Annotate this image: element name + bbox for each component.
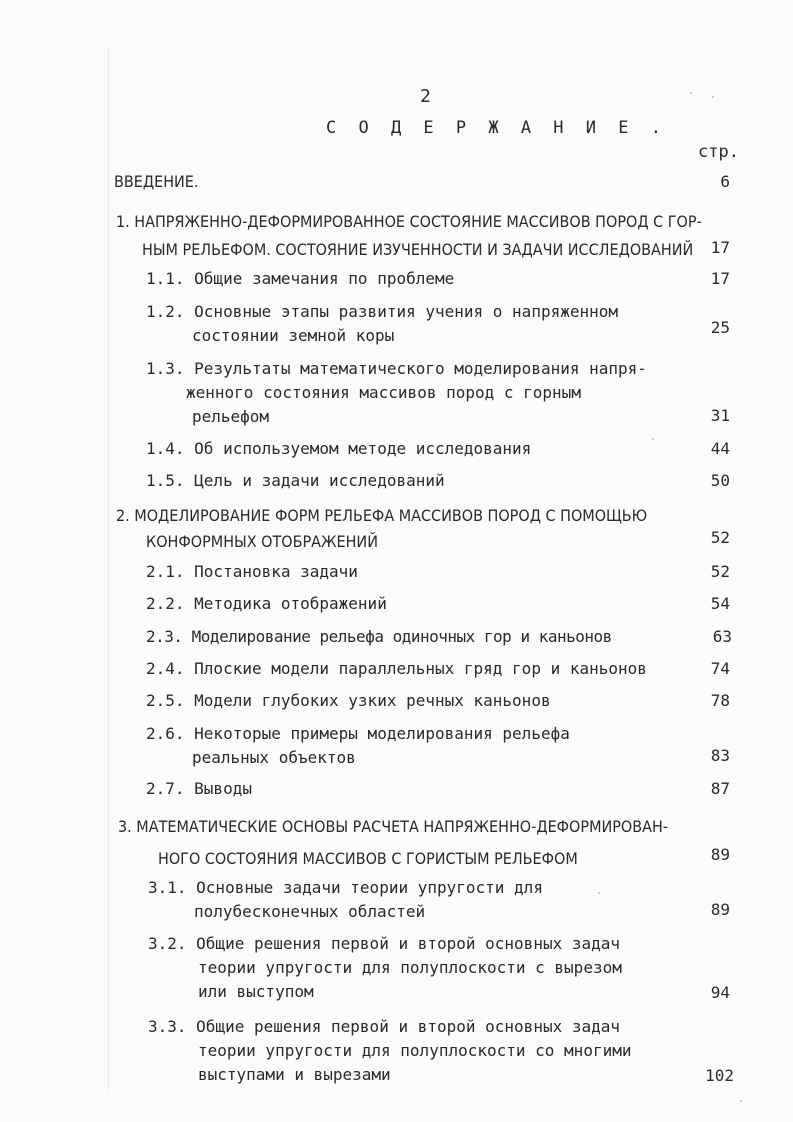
- toc-entry-section-3-3: [148, 1015, 631, 1087]
- toc-entry-section-2-3: [146, 625, 612, 649]
- page-title: С О Д Е Р Ж А Н И Е .: [326, 118, 667, 138]
- toc-entry-introduction: [114, 170, 198, 194]
- toc-entry-line: теории упругости для полуплоскости со многими: [198, 1041, 632, 1060]
- toc-entry-section-2-1: [146, 560, 358, 584]
- toc-entry-section-2-2: [146, 592, 387, 616]
- toc-entry-line: НЫМ РЕЛЬЕФОМ. СОСТОЯНИЕ ИЗУЧЕННОСТИ И ЗАДАЧИ ИССЛЕДОВАНИЙ: [142, 240, 694, 259]
- toc-entry-line: реальных объектов: [192, 748, 356, 767]
- toc-entry-page: 74: [710, 659, 730, 678]
- page-number: 2: [420, 86, 431, 107]
- toc-entry-line: 2.7. Выводы: [146, 779, 252, 798]
- toc-entry-line: 3. МАТЕМАТИЧЕСКИЕ ОСНОВЫ РАСЧЕТА НАПРЯЖЕННО-ДЕФОРМИРОВАН-: [118, 817, 668, 836]
- toc-entry-section-3-2: [148, 932, 622, 1004]
- toc-entry-page: 52: [710, 562, 730, 581]
- toc-entry-line: 2.5. Модели глубоких узких речных каньонов: [146, 691, 551, 710]
- toc-entry-page: 87: [710, 779, 730, 798]
- toc-entry-line: 1.4. Об используемом методе исследования: [146, 439, 532, 458]
- toc-entry-page: 25: [710, 318, 730, 337]
- toc-entry-line: 1.5. Цель и задачи исследований: [146, 471, 445, 490]
- toc-entry-chapter-3: [118, 811, 668, 875]
- toc-entry-page: 63: [712, 627, 732, 646]
- toc-entry-line: 1.3. Результаты математического моделирования напря-: [146, 359, 647, 378]
- toc-entry-line: 2.4. Плоские модели параллельных гряд гор и каньонов: [146, 659, 647, 678]
- toc-entry-line: выступами и вырезами: [198, 1065, 391, 1084]
- toc-entry-line: 2.6. Некоторые примеры моделирования рельефа: [146, 724, 570, 743]
- page-column-label: стр.: [698, 142, 739, 162]
- toc-entry-line: 1.2. Основные этапы развития учения о напряженном: [146, 302, 619, 321]
- toc-entry-line: ВВЕДЕНИЕ.: [114, 172, 199, 191]
- toc-entry-line: 2.1. Постановка задачи: [146, 562, 358, 581]
- toc-entry-line: теории упругости для полуплоскости с вырезом: [198, 958, 622, 977]
- toc-entry-section-1-2: [146, 300, 618, 348]
- toc-entry-line: 2.2. Методика отображений: [146, 594, 387, 613]
- toc-entry-section-2-4: [146, 657, 647, 681]
- toc-entry-line: женного состояния массивов пород с горным: [186, 383, 581, 402]
- scan-speck: [712, 96, 714, 98]
- toc-entry-line: состоянии земной коры: [192, 326, 395, 345]
- toc-entry-chapter-1: [116, 208, 702, 264]
- toc-entry-line: 1. НАПРЯЖЕННО-ДЕФОРМИРОВАННОЕ СОСТОЯНИЕ МАССИВОВ ПОРОД С ГОР-: [116, 212, 702, 231]
- toc-entry-section-2-5: [146, 689, 551, 713]
- toc-entry-line: КОНФОРМНЫХ ОТОБРАЖЕНИЙ: [146, 532, 378, 551]
- toc-entry-page: 94: [710, 983, 730, 1002]
- toc-entry-section-1-3: [146, 357, 647, 429]
- toc-entry-page: 54: [710, 594, 730, 613]
- scan-speck: [740, 1100, 742, 1102]
- toc-entry-section-1-5: [146, 469, 445, 493]
- toc-entry-chapter-2: [116, 503, 647, 555]
- scan-speck: [690, 92, 692, 94]
- toc-entry-page: 83: [710, 746, 730, 765]
- toc-entry-line: 1.1. Общие замечания по проблеме: [146, 269, 455, 288]
- toc-entry-page: 52: [710, 528, 730, 547]
- toc-entry-line: НОГО СОСТОЯНИЯ МАССИВОВ С ГОРИСТЫМ РЕЛЬЕФОМ: [158, 849, 578, 868]
- toc-entry-section-2-6: [146, 722, 570, 770]
- toc-entry-page: 89: [710, 845, 730, 864]
- toc-entry-section-3-1: [148, 876, 543, 924]
- toc-entry-page: 17: [710, 269, 730, 288]
- toc-entry-page: 102: [705, 1066, 734, 1085]
- toc-entry-line: 3.3. Общие решения первой и второй основных задач: [148, 1017, 621, 1036]
- toc-entry-line: рельефом: [192, 407, 270, 426]
- toc-entry-section-2-7: [146, 777, 252, 801]
- scan-speck: [652, 438, 654, 440]
- toc-entry-page: 6: [720, 172, 730, 191]
- toc-entry-line: 3.2. Общие решения первой и второй основных задач: [148, 934, 621, 953]
- toc-entry-page: 78: [710, 691, 730, 710]
- toc-entry-page: 44: [710, 439, 730, 458]
- toc-entry-page: 89: [710, 900, 730, 919]
- toc-entry-line: 2.3. Моделирование рельефа одиночных гор и каньонов: [146, 627, 612, 646]
- toc-entry-line: 2. МОДЕЛИРОВАНИЕ ФОРМ РЕЛЬЕФА МАССИВОВ ПОРОД С ПОМОЩЬЮ: [116, 506, 648, 525]
- toc-entry-page: 50: [710, 471, 730, 490]
- toc-entry-page: 17: [710, 238, 730, 257]
- scan-edge-line: [108, 50, 109, 1090]
- toc-entry-section-1-4: [146, 437, 531, 461]
- scan-speck: [598, 892, 600, 894]
- toc-entry-line: полубесконечных областей: [194, 902, 426, 921]
- toc-entry-section-1-1: [146, 267, 454, 291]
- toc-entry-line: или выступом: [198, 982, 314, 1001]
- toc-entry-line: 3.1. Основные задачи теории упругости для: [148, 878, 543, 897]
- toc-entry-page: 31: [710, 406, 730, 425]
